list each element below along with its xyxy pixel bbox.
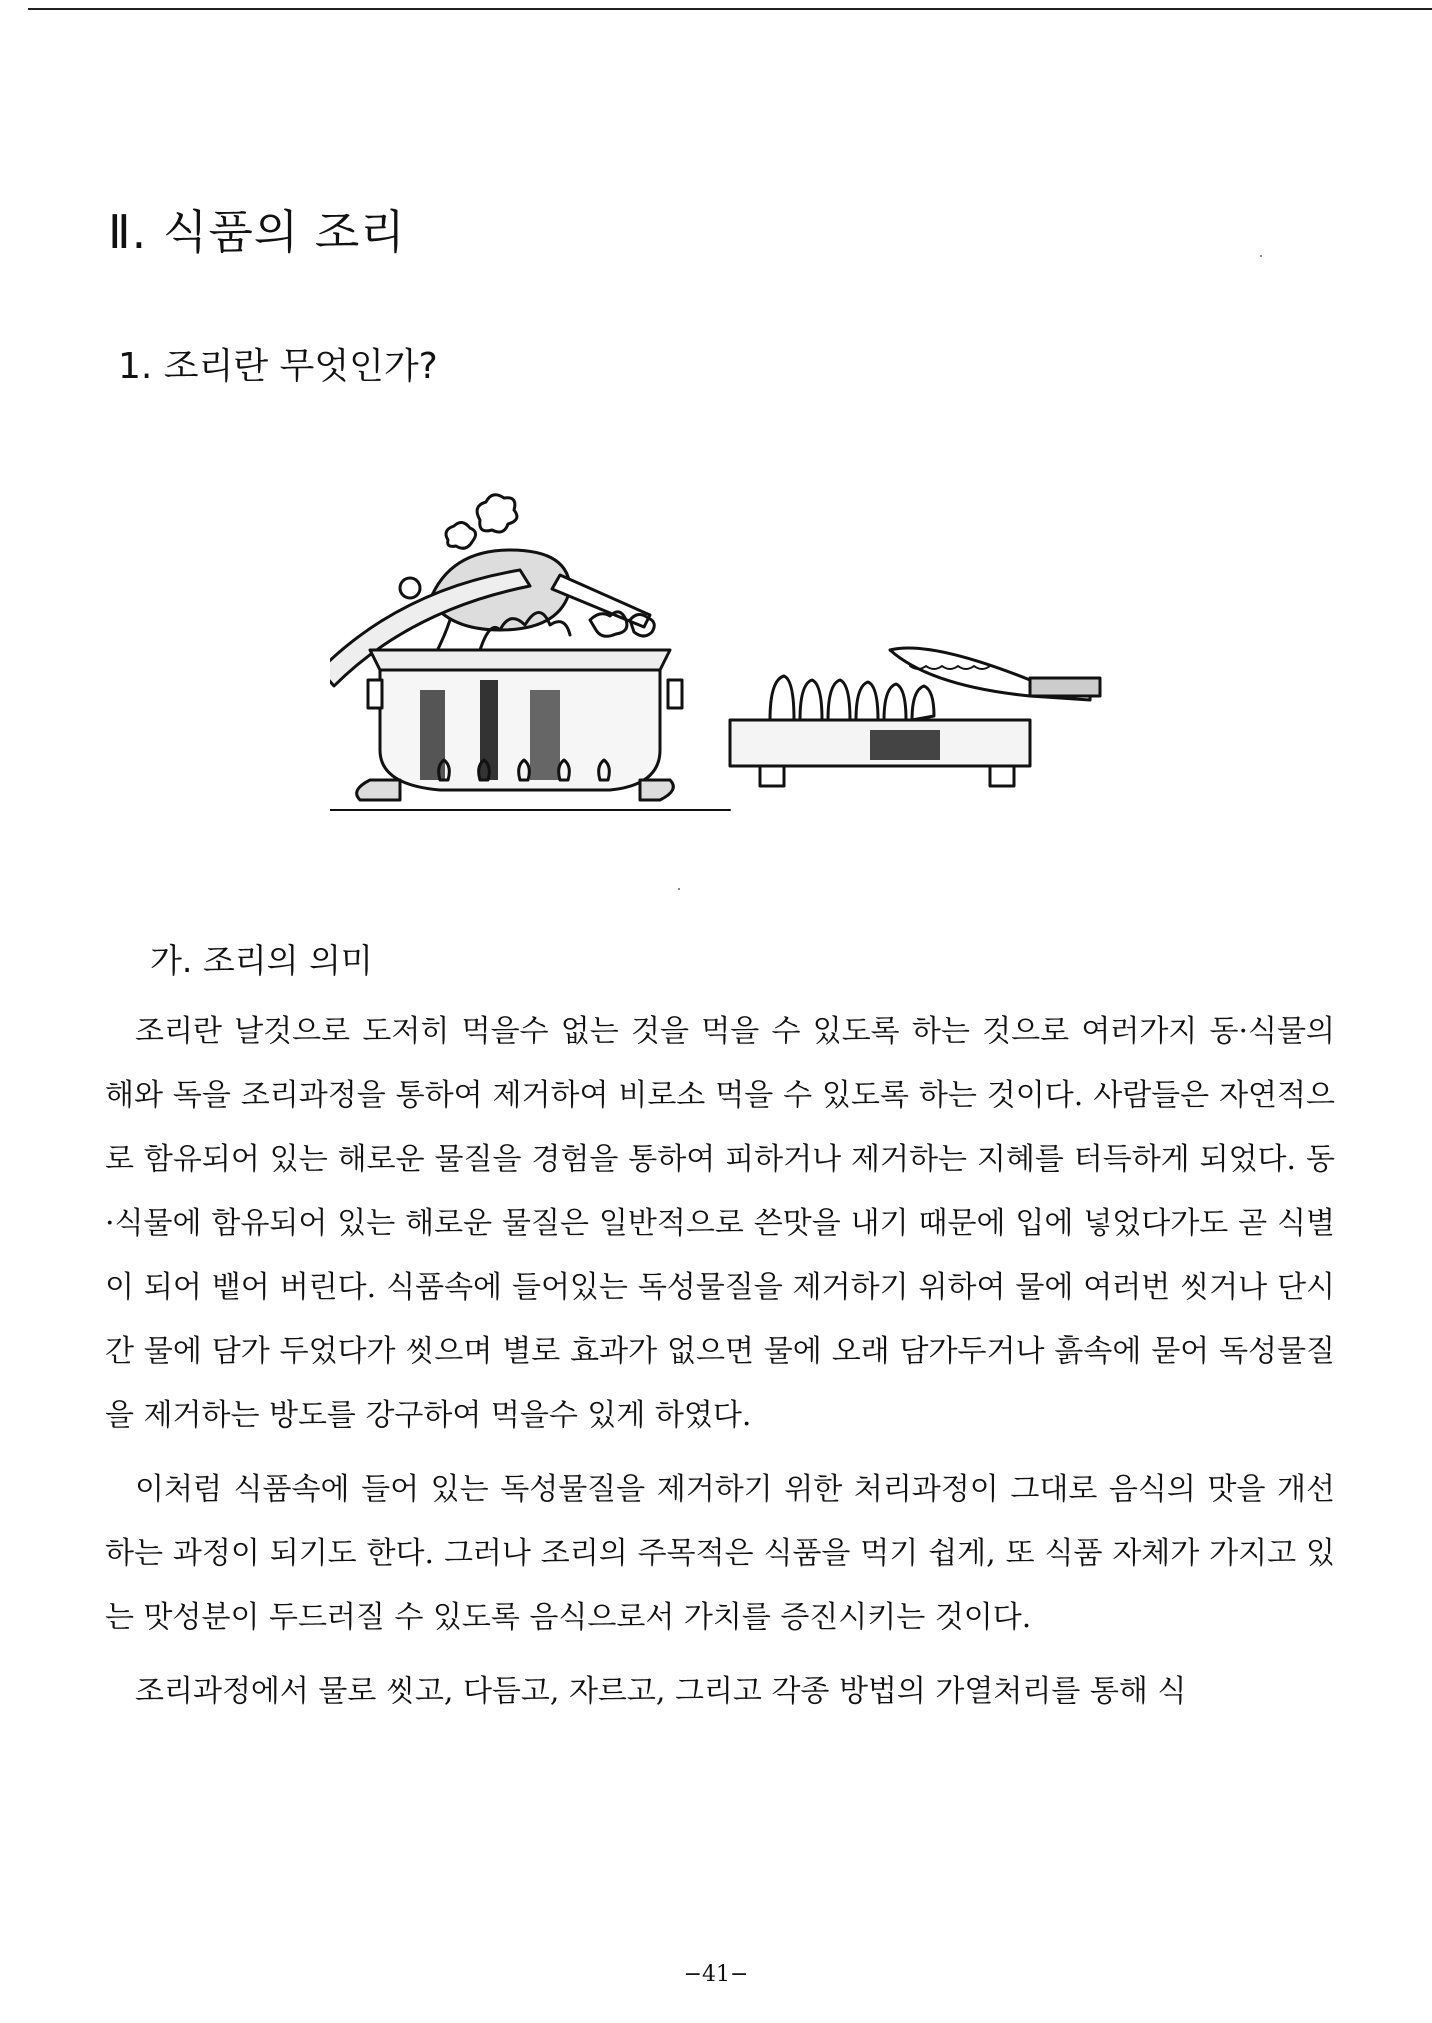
chapter-title: Ⅱ. 식품의 조리 xyxy=(108,205,406,259)
paragraph-3: 조리과정에서 물로 씻고, 다듬고, 자르고, 그리고 각종 방법의 가열처리를 통해 식 xyxy=(135,1674,1187,1709)
paragraph-1: 조리란 날것으로 도저히 먹을수 없는 것을 먹을 수 있도록 하는 것으로 여러가지 동·식물의 해와 독을 조리과정을 통하여 제거하여 비로소 먹을 수 있도록 하는 것이다. 사람들은 자연적으로 함유되어 있는 해로운 물질을 경험을 통하여 피하거나 제거하는 지혜를 터득하게 되었다. 동·식물에 함유되어 있는 해로운 물질은 일반적으로 쓴맛을 내기 때문에 입에 넣었다가도 곧 식별이 되어 뱉어 버린다. 식품속에 들어있는 독성물질을 제거하기 위하여 물에 여러번 씻거나 단시간 물에 담가 두었다가 씻으며 별로 효과가 없으면 물에 오래 담가두거나 흙속에 묻어 독성물질을 제거하는 방도를 강구하여 먹을수 있게 하였다. xyxy=(105,1014,1335,1433)
section-title: 1. 조리란 무엇인가? xyxy=(118,346,438,387)
scan-speck xyxy=(1260,255,1262,257)
top-rule xyxy=(28,8,1432,10)
page-number: −41− xyxy=(683,1962,749,1987)
paragraph-2: 이처럼 식품속에 들어 있는 독성물질을 제거하기 위한 처리과정이 그대로 음식의 맛을 개선하는 과정이 되기도 한다. 그러나 조리의 주목적은 식품을 먹기 쉽게, 또 식품 자체가 가지고 있는 맛성분이 두드러질 수 있도록 음식으로서 가치를 증진시키는 것이다. xyxy=(105,1472,1335,1635)
scan-speck xyxy=(678,888,680,890)
cooking-illustration xyxy=(330,470,1130,840)
subsection-title: 가. 조리의 의미 xyxy=(150,941,373,980)
body-text xyxy=(105,1000,1335,1724)
